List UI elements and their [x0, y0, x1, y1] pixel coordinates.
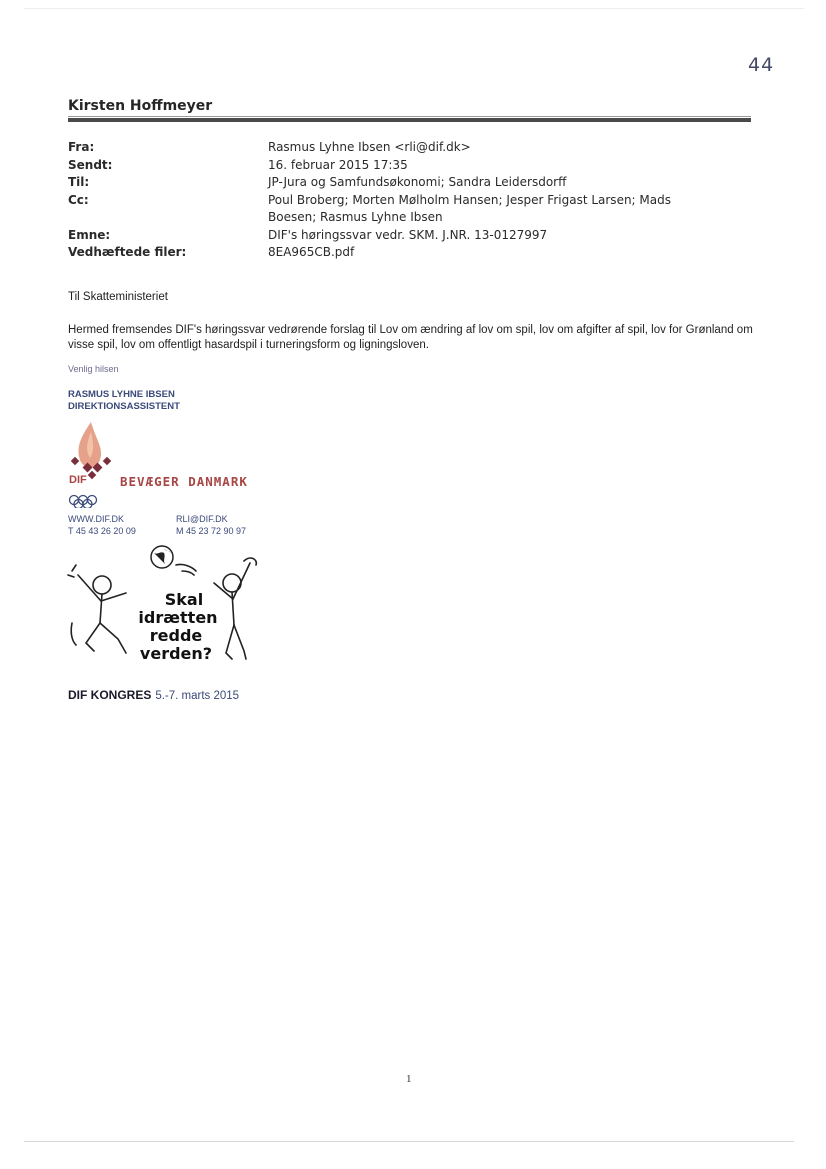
meta-row-sent	[68, 157, 748, 175]
meta-label: Cc:	[68, 192, 89, 207]
signature-title: DIREKTIONSASSISTENT	[68, 401, 180, 412]
email-link[interactable]: RLI@DIF.DK	[176, 514, 228, 524]
campaign-line-3: redde	[149, 626, 203, 645]
meta-value: 16. februar 2015 17:35	[268, 157, 408, 172]
logo-wordmark: DIF	[69, 474, 87, 486]
meta-row-to	[68, 174, 748, 192]
campaign-line-4: verden?	[139, 644, 213, 663]
event-banner	[68, 688, 239, 702]
body-paragraph: Hermed fremsendes DIF's høringssvar vedrørende forslag til Lov om ændring af lov om spil, lov om afgifter af spil, lov for Grønland om visse spil, lov om offentligt hasardspil i turneringsform og ligningsloven.	[68, 324, 753, 351]
event-name: DIF KONGRES	[68, 688, 152, 702]
meta-row-from	[68, 139, 748, 157]
phone-number: T 45 43 26 20 09	[68, 526, 136, 536]
attachment-link[interactable]: 8EA965CB.pdf	[268, 245, 355, 259]
meta-value: DIF's høringssvar vedr. SKM. J.NR. 13-0127997	[268, 227, 548, 242]
meta-label: Emne:	[68, 227, 111, 242]
meta-value: Poul Broberg; Morten Mølholm Hansen; Jesper Frigast Larsen; Mads Boesen; Rasmus Lyhne Ibsen	[268, 192, 671, 224]
meta-value: JP-Jura og Samfundsøkonomi; Sandra Leidersdorff	[268, 175, 567, 189]
meta-label: Fra:	[68, 140, 95, 154]
meta-value: Rasmus Lyhne Ibsen <rli@dif.dk>	[268, 140, 471, 154]
sender-header: Kirsten Hoffmeyer	[68, 98, 213, 114]
meta-label: Sendt:	[68, 157, 113, 172]
dif-flame-logo-icon	[66, 418, 266, 508]
meta-row-subject	[68, 227, 748, 245]
handwritten-page-number: 44	[748, 54, 775, 76]
campaign-line-1: Skal	[164, 590, 204, 609]
campaign-line-2: idrætten	[138, 608, 218, 627]
contact-left	[68, 513, 136, 537]
footer-rule	[24, 1141, 794, 1142]
meta-label: Vedhæftede filer:	[68, 245, 187, 259]
mobile-number: M 45 23 72 90 97	[176, 526, 247, 536]
contact-right	[176, 513, 246, 537]
event-dates: 5.-7. marts 2015	[155, 690, 240, 702]
meta-row-cc	[68, 192, 748, 227]
signature-name: RASMUS LYHNE IBSEN	[68, 389, 175, 400]
email-meta-table	[68, 139, 748, 262]
meta-row-attachments	[68, 244, 748, 262]
campaign-illustration	[64, 543, 264, 683]
header-rule-thin	[68, 116, 751, 117]
footer-page-number: 1	[406, 1073, 412, 1085]
meta-label: Til:	[68, 175, 90, 189]
signature-block	[68, 389, 180, 413]
logo-tagline: BEVÆGER DANMARK	[120, 474, 248, 489]
greeting: Til Skatteministeriet	[68, 291, 168, 303]
header-rule	[68, 118, 751, 122]
scan-top-edge	[24, 8, 804, 9]
website-link[interactable]: WWW.DIF.DK	[68, 514, 124, 524]
closing: Venlig hilsen	[68, 364, 119, 374]
